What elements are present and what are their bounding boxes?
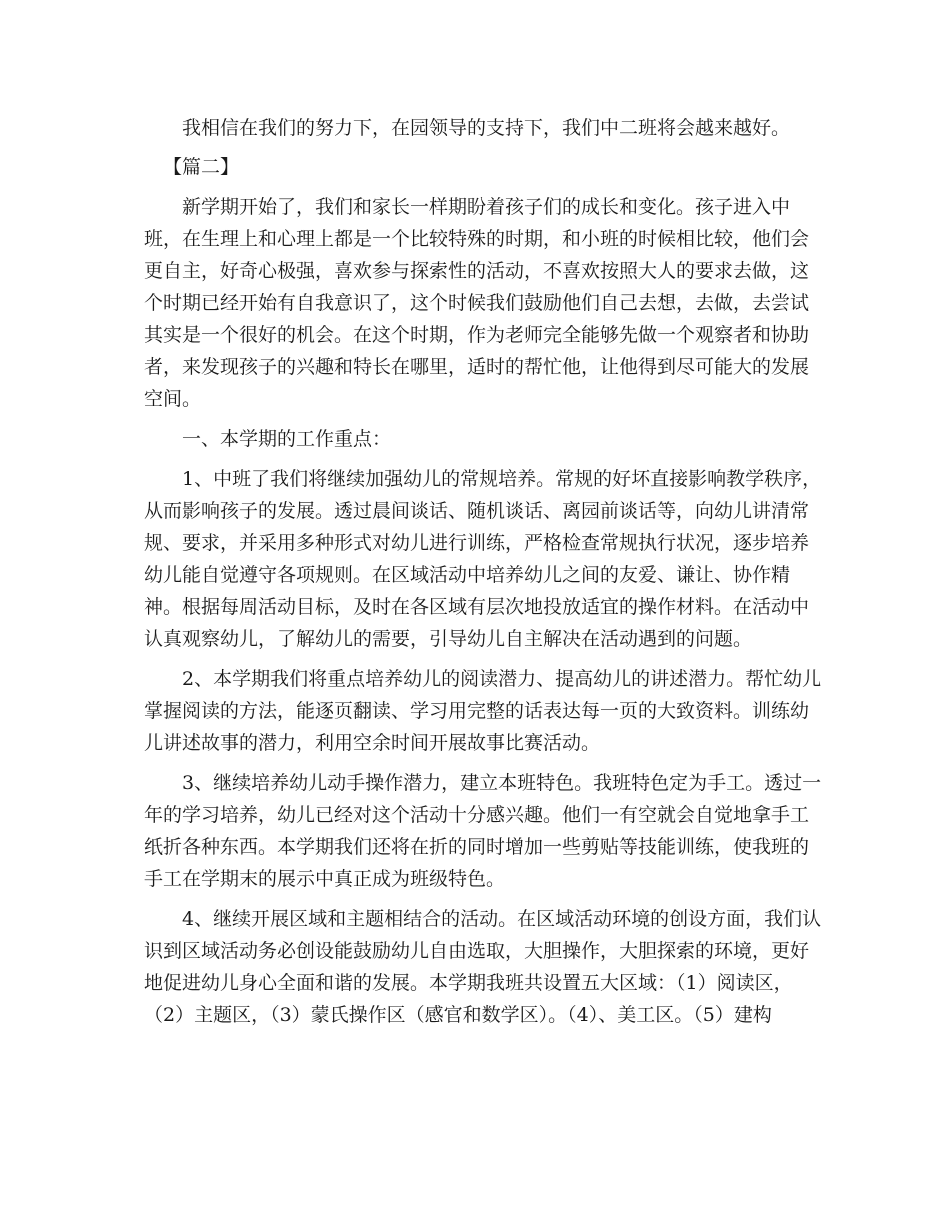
text-line: （2）主题区，（3）蒙氏操作区（感官和数学区）。（4）、美工区。（5）建构 [144,1004,772,1026]
paragraph-item-1 [144,463,822,655]
text-line: 规、要求，并采用多种形式对幼儿进行训练，严格检查常规执行状况，逐步培养 [144,532,810,554]
text-line: 班，在生理上和心理上都是一个比较特殊的时期，和小班的时候相比较，他们会 [144,228,810,250]
section-heading-work-focus [144,423,806,455]
text-line: 神。根据每周活动目标，及时在各区域有层次地投放适宜的操作材料。在活动中 [144,596,810,618]
text-line: 我相信在我们的努力下，在园领导的支持下，我们中二班将会越来越好。 [182,117,791,139]
text-line: 地促进幼儿身心全面和谐的发展。本学期我班共设置五大区域：（1）阅读区， [144,972,793,994]
text-line: 认真观察幼儿，了解幼儿的需要，引导幼儿自主解决在活动遇到的问题。 [144,628,753,650]
text-line: 4、继续开展区域和主题相结合的活动。在区域活动环境的创设方面，我们认 [182,908,822,930]
text-line: 幼儿能自觉遵守各项规则。在区域活动中培养幼儿之间的友爱、谦让、协作精 [144,564,791,586]
section-heading-part-two [144,151,806,183]
text-line: 儿讲述故事的潜力，利用空余时间开展故事比赛活动。 [144,732,601,754]
text-line: 1、中班了我们将继续加强幼儿的常规培养。常规的好坏直接影响教学秩序， [182,468,822,490]
paragraph-item-3 [144,767,822,895]
document-body [144,112,822,1031]
text-line: 空间。 [144,388,202,410]
text-line: 掌握阅读的方法，能逐页翻读、学习用完整的话表达每一页的大致资料。训练幼 [144,700,810,722]
text-line: 从而影响孩子的发展。透过晨间谈话、随机谈话、离园前谈话等，向幼儿讲清常 [144,500,810,522]
paragraph-closing-statement [144,112,806,144]
text-line: 一、本学期的工作重点： [182,428,392,450]
text-line: 年的学习培养，幼儿已经对这个活动十分感兴趣。他们一有空就会自觉地拿手工 [144,804,810,826]
text-line: 2、本学期我们将重点培养幼儿的阅读潜力、提高幼儿的讲述潜力。帮忙幼儿 [182,668,822,690]
paragraph-item-2 [144,663,822,759]
paragraph-introduction [144,191,810,415]
text-line: 3、继续培养幼儿动手操作潜力，建立本班特色。我班特色定为手工。透过一 [182,772,822,794]
text-line: 纸折各种东西。本学期我们还将在折的同时增加一些剪贴等技能训练，使我班的 [144,836,810,858]
text-line: 个时期已经开始有自我意识了，这个时候我们鼓励他们自己去想，去做，去尝试 [144,292,810,314]
text-line: 新学期开始了，我们和家长一样期盼着孩子们的成长和变化。孩子进入中 [182,196,791,218]
text-line: 更自主，好奇心极强，喜欢参与探索性的活动，不喜欢按照大人的要求去做，这 [144,260,810,282]
text-line: 识到区域活动务必创设能鼓励幼儿自由选取，大胆操作，大胆探索的环境，更好 [144,940,810,962]
paragraph-item-4 [144,903,822,1031]
text-line: 手工在学期末的展示中真正成为班级特色。 [144,868,506,890]
text-line: 其实是一个很好的机会。在这个时期，作为老师完全能够先做一个观察者和协助 [144,324,810,346]
text-line: 【篇二】 [163,156,240,178]
text-line: 者，来发现孩子的兴趣和特长在哪里，适时的帮忙他，让他得到尽可能大的发展 [144,356,810,378]
